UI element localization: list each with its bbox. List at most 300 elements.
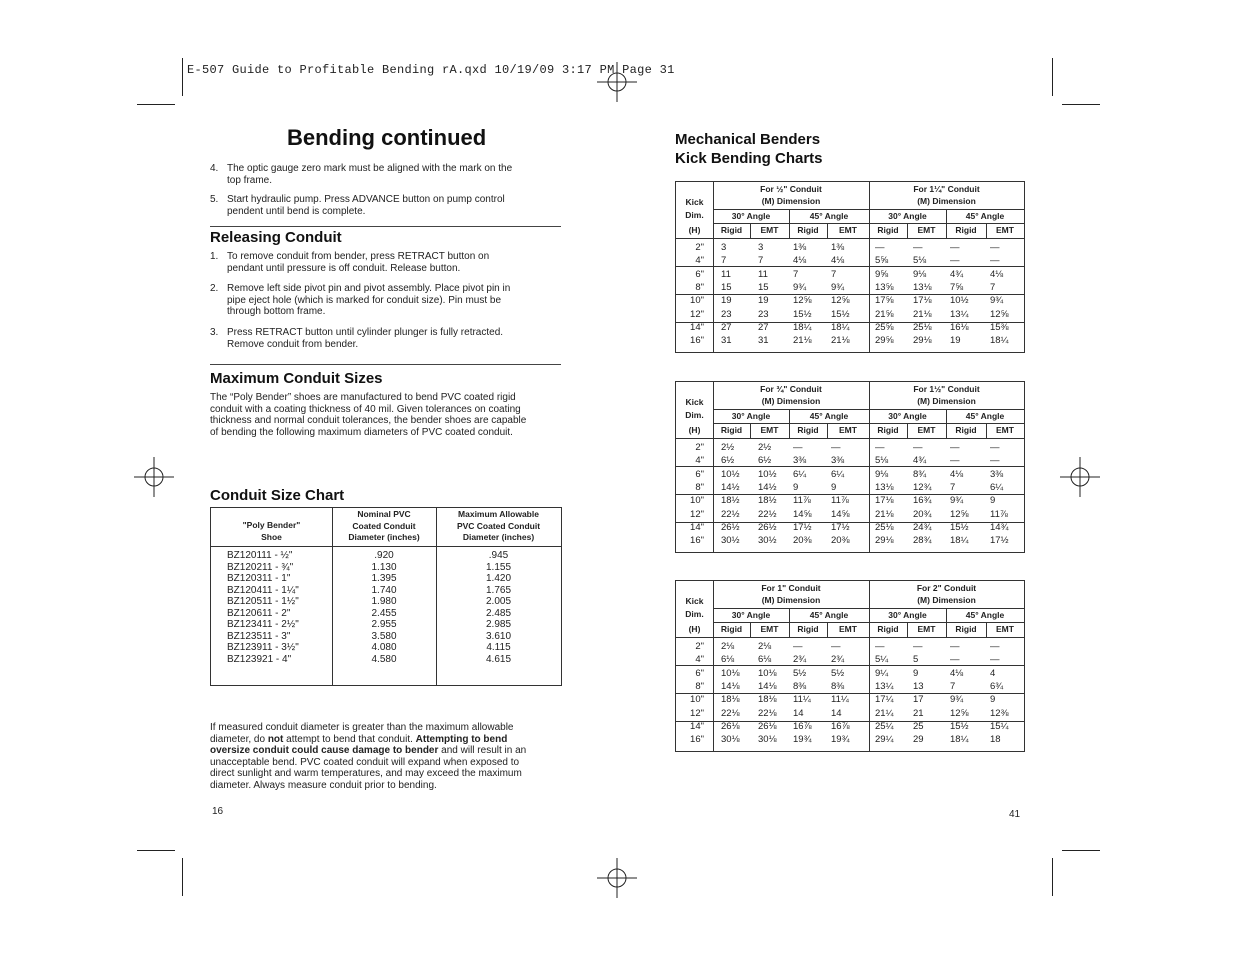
table-cell: 9⅛ — [913, 268, 927, 280]
table-cell: 15⅜ — [990, 321, 1009, 333]
table-cell: 15½ — [831, 308, 850, 320]
table-cell: 24¾ — [913, 521, 932, 533]
table-cell: — — [913, 641, 923, 652]
kick-value: 4" — [695, 654, 704, 666]
table-cell: — — [950, 641, 960, 652]
table-cell: 6¼ — [793, 468, 807, 480]
header-text: 45° Angle — [965, 211, 1005, 221]
table-cell: 5½ — [831, 667, 845, 679]
nominal-cell: 2.955 — [371, 619, 397, 630]
table-cell: 4¾ — [950, 268, 964, 280]
nominal-cell: 1.395 — [371, 573, 397, 584]
maximum-cell: 1.155 — [485, 561, 512, 573]
header-text: Kick — [685, 596, 704, 606]
table-cell: — — [950, 255, 960, 267]
table-cell: — — [950, 242, 960, 253]
step-number: 2. — [210, 283, 219, 295]
table-cell: 26½ — [721, 521, 740, 533]
kick-table — [675, 381, 1025, 553]
header-text: EMT — [917, 425, 936, 435]
step-number: 5. — [210, 194, 219, 206]
header-text: For 1¼" Conduit — [913, 184, 980, 194]
table-cell: 3⅜ — [793, 455, 807, 467]
table-cell: 9¾ — [950, 694, 964, 706]
header-text: Rigid — [720, 225, 743, 235]
shoe-cell: BZ120511 - 1½" — [227, 596, 299, 607]
table-cell: 2½ — [758, 442, 772, 453]
table-cell: 9¼ — [875, 667, 889, 679]
nominal-cell: .920 — [374, 550, 394, 561]
header-text: (M) Dimension — [761, 196, 821, 206]
table-cell: 18¼ — [950, 535, 969, 547]
header-text: EMT — [839, 225, 857, 235]
header-text: Rigid — [877, 624, 899, 634]
table-cell: 7 — [793, 268, 799, 280]
nominal-cell: 1.130 — [371, 561, 397, 573]
table-cell: 18¼ — [793, 321, 812, 333]
table-cell: 16⅛ — [950, 321, 969, 333]
step-item — [210, 327, 560, 350]
table-cell: 30⅛ — [758, 734, 777, 746]
table-cell: 29 — [913, 734, 924, 746]
table-cell: 18 — [990, 734, 1001, 746]
table-cell: 21⅝ — [875, 308, 894, 320]
table-cell: 25¼ — [875, 720, 894, 732]
kick-value: 4" — [695, 255, 704, 267]
maximum-cell: 2.005 — [485, 596, 512, 607]
table-cell: 5¼ — [875, 654, 889, 666]
maximum-cell: 4.115 — [486, 642, 511, 653]
shoe-cell: BZ123411 - 2½" — [227, 619, 299, 630]
header-text: EMT — [917, 624, 936, 634]
table-cell: 11¼ — [793, 694, 811, 706]
step-number: 4. — [210, 163, 219, 174]
header-text: (M) Dimension — [917, 396, 976, 406]
table-cell: 16⅞ — [831, 720, 850, 732]
table-cell: — — [831, 641, 841, 652]
table-cell: 7 — [950, 680, 956, 692]
text-line: Remove left side pivot pin and pivot assembly. Place pivot pin in — [227, 283, 511, 295]
grid-line — [676, 637, 1024, 638]
table-cell: 8¾ — [913, 468, 927, 480]
table-cell: 12¾ — [913, 481, 932, 493]
table-cell: — — [950, 455, 960, 467]
print-slug: E-507 Guide to Profitable Bending rA.qxd 10/19/09 3:17 PM Page 31 — [187, 63, 675, 77]
table-cell: 3⅜ — [990, 468, 1004, 480]
table-cell: 11¼ — [831, 694, 849, 706]
table-cell: 15½ — [950, 720, 969, 732]
table-cell: — — [990, 455, 1000, 467]
table-cell: 19¾ — [831, 734, 850, 746]
kick-value: 6" — [695, 468, 704, 480]
table-cell: 18¼ — [990, 335, 1009, 347]
table-cell: 13⅛ — [875, 481, 894, 493]
table-cell: 30⅛ — [721, 734, 740, 746]
table-cell: — — [913, 442, 923, 453]
table-cell: 5 — [913, 654, 919, 666]
table-cell: 15½ — [950, 521, 969, 533]
page-title: Bending continued — [287, 125, 487, 150]
table-cell: 30½ — [758, 535, 777, 547]
header-text: 30° Angle — [888, 211, 927, 221]
table-cell: 2⅛ — [721, 641, 735, 652]
divider — [210, 364, 561, 365]
table-cell: 13⅝ — [875, 281, 894, 293]
text-line: unacceptable bend. PVC coated conduit will expand when exposed to — [210, 756, 520, 768]
kick-value: 6" — [695, 667, 704, 679]
maximum-cell: 1.765 — [485, 584, 512, 596]
warning-paragraph — [210, 722, 526, 792]
table-cell: 17½ — [990, 535, 1009, 547]
table-cell: 31 — [758, 335, 769, 347]
header-text: (H) — [688, 225, 701, 235]
table-cell: 14⅝ — [831, 508, 850, 520]
grid-line — [869, 182, 870, 352]
header-text: 30° Angle — [888, 411, 927, 421]
shoe-cell: BZ120611 - 2" — [227, 607, 291, 619]
header-text: For 1½" Conduit — [913, 384, 980, 394]
table-cell: 9 — [793, 481, 799, 493]
step-number: 1. — [210, 251, 219, 262]
kick-value: 6" — [695, 268, 704, 280]
header-text: EMT — [996, 425, 1014, 435]
header-text: 45° Angle — [965, 610, 1005, 620]
grid-line — [713, 182, 714, 352]
releasing-heading: Releasing Conduit — [210, 229, 342, 246]
page-number-left: 16 — [212, 806, 224, 817]
table-cell: — — [875, 442, 885, 453]
header-text: (M) Dimension — [761, 595, 821, 605]
table-cell: 19 — [950, 335, 961, 347]
table-cell: 2½ — [721, 442, 735, 453]
step-item — [210, 194, 560, 217]
table-cell: 7 — [990, 281, 996, 293]
shoe-cell: BZ123911 - 3½" — [227, 642, 299, 653]
shoe-cell: BZ120411 - 1¼" — [227, 584, 299, 596]
table-cell: 9⅛ — [875, 468, 889, 480]
header-text: (H) — [688, 425, 701, 435]
table-cell: — — [793, 641, 803, 652]
crop-mark — [182, 858, 183, 896]
table-cell: 12⅝ — [950, 707, 969, 719]
table-cell: — — [875, 641, 885, 652]
text-line: conduit with a coating thickness of 40 mil. Given tolerances on coating — [210, 403, 521, 415]
table-cell: 12⅝ — [793, 295, 812, 307]
table-cell: 30½ — [721, 535, 740, 547]
header-text: Rigid — [877, 425, 899, 435]
table-cell: 19 — [758, 295, 769, 307]
table-cell: 11 — [721, 268, 731, 280]
table-cell: 17½ — [831, 521, 850, 533]
table-cell: 7 — [721, 255, 727, 267]
crop-mark — [1052, 858, 1053, 896]
table-cell: 29¼ — [875, 734, 894, 746]
kick-value: 8" — [695, 281, 704, 293]
table-cell: 16¾ — [913, 495, 932, 507]
table-cell: 9 — [831, 481, 837, 493]
table-cell: 12⅝ — [990, 308, 1009, 320]
nominal-column — [332, 550, 436, 665]
table-cell: 4⅛ — [950, 468, 964, 480]
table-cell: 2¾ — [831, 654, 845, 666]
table-cell: 19¾ — [793, 734, 812, 746]
table-cell: 7 — [950, 481, 956, 493]
header-text: Rigid — [955, 225, 977, 235]
header-text: Dim. — [685, 210, 704, 220]
kick-value: 14" — [690, 720, 704, 732]
text-line: The “Poly Bender” shoes are manufactured to bend PVC coated rigid — [210, 392, 516, 403]
table-cell: 4⅛ — [793, 255, 807, 267]
table-cell: — — [990, 242, 1000, 253]
table-cell: 22⅛ — [758, 707, 777, 719]
table-cell: 22½ — [721, 508, 740, 520]
table-cell: 21¼ — [875, 707, 894, 719]
maximum-cell: .945 — [488, 550, 509, 561]
step-text — [227, 163, 512, 186]
text-line: Remove conduit from bender. — [227, 338, 359, 350]
kick-value: 16" — [690, 535, 704, 547]
step-number: 3. — [210, 327, 219, 338]
table-cell: 23 — [721, 308, 732, 320]
table-cell: 4⅛ — [990, 268, 1004, 280]
header-text: For 1" Conduit — [761, 583, 821, 593]
table-cell: 2⅛ — [758, 641, 772, 652]
table-cell: 21 — [913, 707, 924, 719]
nominal-cell: 4.580 — [371, 653, 397, 665]
header-text: (M) Dimension — [761, 396, 821, 406]
table-cell: — — [990, 654, 1000, 666]
text-line: To remove conduit from bender, press RETRACT button on — [227, 251, 490, 262]
table-cell: 21⅛ — [875, 508, 894, 520]
header-text: EMT — [839, 425, 857, 435]
text-line: direct sunlight and warm temperatures, and may exceed the maximum — [210, 768, 522, 780]
table-cell: 17⅛ — [913, 295, 932, 307]
step-text — [227, 327, 503, 350]
table-cell: 9⅝ — [875, 268, 889, 280]
header-text: Rigid — [797, 225, 819, 235]
table-cell: 29⅛ — [913, 335, 932, 347]
table-cell: 9¾ — [990, 295, 1004, 307]
crop-mark — [1062, 850, 1100, 851]
header-text: 45° Angle — [809, 211, 849, 221]
text-line: If measured conduit diameter is greater than the maximum allowable — [210, 722, 514, 733]
table-cell: 9 — [913, 667, 919, 679]
table-cell: 9¾ — [793, 281, 807, 293]
shoe-cell: BZ123511 - 3" — [227, 630, 291, 642]
table-cell: 28¾ — [913, 535, 932, 547]
table-cell: 26⅛ — [758, 720, 777, 732]
table-cell: 5⅛ — [913, 255, 927, 267]
shoe-cell: BZ120311 - 1" — [227, 573, 291, 584]
table-cell: 21⅛ — [831, 335, 850, 347]
shoe-cell: BZ123921 - 4" — [227, 653, 292, 665]
kick-table — [675, 181, 1025, 353]
table-cell: 10½ — [721, 468, 740, 480]
table-cell: — — [990, 255, 1000, 267]
table-cell: 14⅝ — [793, 508, 812, 520]
step-item — [210, 283, 560, 318]
table-cell: 9¾ — [950, 495, 964, 507]
maximum-cell: 2.485 — [485, 607, 512, 619]
table-cell: 13¼ — [950, 308, 969, 320]
table-cell: 7⅝ — [950, 281, 964, 293]
table-cell: 14¾ — [990, 521, 1009, 533]
header-text: Rigid — [797, 425, 819, 435]
table-cell: 9¾ — [831, 281, 845, 293]
table-cell: 13¼ — [875, 680, 894, 692]
text-line: top frame. — [227, 174, 273, 186]
header-text: Kick — [685, 197, 704, 207]
text-line: The optic gauge zero mark must be aligned with the mark on the — [227, 163, 513, 174]
table-cell: 8⅜ — [831, 680, 845, 692]
step-text — [227, 283, 510, 318]
table-cell: 10½ — [950, 295, 969, 307]
table-cell: 1⅜ — [793, 242, 807, 253]
table-cell: 26½ — [758, 521, 777, 533]
header-text: Dim. — [685, 609, 704, 619]
header-text: EMT — [996, 624, 1014, 634]
kick-value: 10" — [690, 694, 704, 706]
table-cell: 14 — [793, 707, 804, 719]
table-cell: 29⅛ — [875, 535, 894, 547]
table-cell: 18⅛ — [721, 694, 740, 706]
kick-value: 12" — [690, 508, 704, 520]
table-cell: — — [875, 242, 885, 253]
table-cell: 17 — [913, 694, 924, 706]
table-cell: 23 — [758, 308, 769, 320]
table-cell: 13⅛ — [913, 281, 932, 293]
header-text: 45° Angle — [809, 411, 849, 421]
kick-value: 4" — [695, 455, 704, 467]
header-text: For 2" Conduit — [916, 583, 977, 593]
header-text: 30° Angle — [888, 610, 927, 620]
crop-mark — [1052, 58, 1053, 96]
mechanical-benders-heading: Mechanical Benders — [675, 131, 821, 148]
kick-value: 2" — [695, 242, 704, 253]
header-text: Rigid — [797, 624, 819, 634]
table-cell: 16⅞ — [793, 720, 812, 732]
table-cell: — — [793, 442, 803, 453]
table-cell: 1⅜ — [831, 242, 845, 253]
table-cell: 11⅞ — [990, 508, 1008, 520]
step-item — [210, 251, 560, 274]
kick-value: 2" — [695, 641, 704, 652]
shoe-cell: BZ120111 - ½" — [227, 550, 293, 561]
table-cell: 19 — [721, 295, 732, 307]
maximum-cell: 1.420 — [485, 573, 512, 584]
table-cell: — — [990, 442, 1000, 453]
max-sizes-paragraph — [210, 392, 526, 438]
table-cell: 9 — [990, 694, 996, 706]
header-text: (H) — [688, 624, 701, 634]
maximum-cell: 3.610 — [485, 630, 512, 642]
shoe-header: "Poly Bender" Shoe — [242, 520, 301, 542]
header-text: Rigid — [720, 624, 743, 634]
header-text: EMT — [760, 425, 779, 435]
kick-value: 10" — [690, 295, 704, 307]
table-cell: 3 — [721, 242, 727, 253]
size-chart-heading: Conduit Size Chart — [210, 487, 345, 504]
table-cell: 18½ — [721, 495, 740, 507]
text-line: thickness and normal conduit tolerances, the bender shoes are capable — [210, 415, 527, 427]
kick-value: 8" — [695, 680, 704, 692]
table-cell: — — [950, 442, 960, 453]
table-cell: 12⅝ — [831, 295, 850, 307]
grid-line — [676, 438, 1024, 439]
registration-mark-icon — [1060, 457, 1100, 497]
table-cell: 6⅛ — [758, 654, 772, 666]
table-cell: — — [950, 654, 960, 666]
kick-value: 14" — [690, 321, 704, 333]
divider — [210, 226, 561, 227]
grid-line — [713, 382, 714, 552]
table-cell: 29⅝ — [875, 335, 894, 347]
text-line: pipe eject hole (which is marked for conduit size). Pin must be — [227, 294, 502, 306]
conduit-size-chart — [210, 507, 562, 686]
table-cell: 5⅝ — [875, 255, 889, 267]
grid-line — [869, 581, 870, 751]
table-cell: 9 — [990, 495, 996, 507]
table-cell: 20⅜ — [831, 535, 850, 547]
nominal-cell: 2.455 — [371, 607, 397, 619]
table-cell: 5⅛ — [875, 455, 889, 467]
table-cell: 6½ — [721, 455, 735, 467]
page-number-right: 41 — [1009, 809, 1021, 820]
table-cell: 10⅛ — [721, 667, 740, 679]
text-line: through bottom frame. — [227, 306, 326, 318]
table-cell: 11 — [758, 268, 768, 280]
kick-value: 8" — [695, 481, 704, 493]
max-sizes-heading: Maximum Conduit Sizes — [210, 370, 383, 387]
table-cell: 18⅛ — [758, 694, 777, 706]
table-cell: 27 — [721, 321, 732, 333]
step-text — [227, 251, 489, 274]
table-cell: 2¾ — [793, 654, 807, 666]
maximum-column — [436, 550, 561, 665]
table-cell: 15 — [721, 281, 732, 293]
text-line: pendent until bend is complete. — [227, 205, 366, 217]
table-cell: 25⅝ — [875, 321, 894, 333]
table-cell: 6⅛ — [721, 654, 735, 666]
header-text: Rigid — [877, 225, 899, 235]
header-text: 30° Angle — [731, 211, 771, 221]
table-cell: 6¼ — [990, 481, 1004, 493]
nominal-cell: 1.980 — [371, 596, 397, 607]
header-text: Rigid — [955, 425, 977, 435]
table-cell: 14½ — [758, 481, 777, 493]
crop-mark — [1062, 104, 1100, 105]
text-line: of bending the following maximum diameters of PVC coated conduit. — [210, 426, 513, 438]
nominal-cell: 3.580 — [371, 630, 397, 642]
table-cell: 13 — [913, 680, 924, 692]
header-text: EMT — [760, 624, 779, 634]
table-cell: 18¼ — [831, 321, 850, 333]
table-cell: 17⅝ — [875, 295, 894, 307]
table-cell: 17¼ — [875, 694, 894, 706]
shoe-column — [227, 550, 299, 665]
kick-table — [675, 580, 1025, 752]
table-cell: 10½ — [758, 468, 777, 480]
crop-mark — [137, 850, 175, 851]
header-text: For ¾" Conduit — [760, 384, 822, 394]
registration-mark-icon — [134, 457, 174, 497]
header-text: EMT — [917, 225, 936, 235]
text-line: Press RETRACT button until cylinder plunger is fully retracted. — [227, 327, 504, 338]
nominal-header: Nominal PVC Coated Conduit Diameter (inches) — [348, 509, 420, 542]
table-cell: 15¼ — [990, 720, 1009, 732]
kick-value: 12" — [690, 308, 704, 320]
maximum-header: Maximum Allowable PVC Coated Conduit Diameter (inches) — [456, 509, 541, 542]
